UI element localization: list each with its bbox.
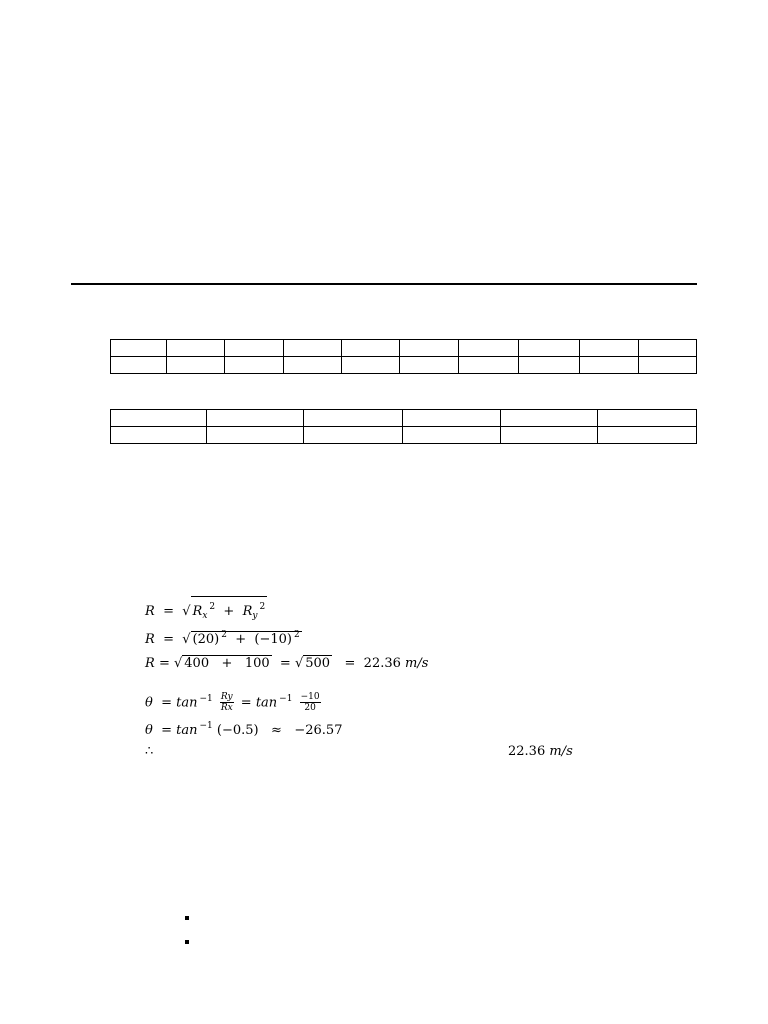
table-row [111, 410, 697, 427]
conclusion-value [508, 745, 573, 758]
exponent: 2 [221, 630, 227, 640]
var-theta: θ [145, 723, 153, 738]
fraction [220, 693, 234, 713]
bullet-point [185, 940, 189, 944]
equals-sign: = [344, 656, 356, 671]
denominator: Rx [220, 703, 233, 713]
table-row [111, 340, 697, 357]
equals-sign: = [161, 723, 172, 738]
term: 100 [244, 656, 270, 671]
var-r: R [192, 604, 203, 619]
magnitude-value: 22.36 [363, 656, 401, 671]
equation-magnitude-result [145, 655, 428, 670]
func-tan: tan [176, 695, 198, 711]
approx-sign: ≈ [271, 723, 282, 738]
argument: (−0.5) [216, 723, 259, 738]
bullet-point [185, 916, 189, 920]
denominator: 20 [304, 703, 316, 713]
sqrt: √ 400 + 100 [173, 656, 270, 671]
table-row [111, 357, 697, 374]
plus-sign: + [221, 656, 233, 671]
data-table-1 [110, 339, 697, 374]
term: 500 [305, 656, 331, 671]
magnitude-value: 22.36 [508, 744, 546, 759]
func-tan: tan [255, 695, 278, 711]
exponent: 2 [259, 602, 266, 612]
sqrt: √ $R_x^2 + R_y^2$ [182, 596, 267, 618]
exponent: −1 [279, 693, 293, 704]
equals-sign: = [279, 656, 291, 671]
var-r: R [145, 604, 155, 619]
plus-sign: + [223, 604, 235, 619]
equation-magnitude-formula [145, 596, 267, 621]
numerator: Ry [220, 692, 233, 702]
unit: m/s [405, 656, 429, 671]
sqrt: √ (20) $^2$ + (−10) $^2$ [182, 630, 300, 647]
plus-sign: + [235, 632, 247, 647]
equation-angle-formula [145, 693, 324, 713]
var-r: R [242, 604, 253, 619]
equals-sign: = [163, 604, 174, 619]
equation-angle-result [145, 721, 343, 738]
subscript-y: y [252, 611, 258, 621]
term-rx: (20) [192, 632, 220, 647]
term: 400 [184, 656, 210, 671]
var-theta: θ [145, 695, 153, 711]
subscript-x: x [202, 611, 208, 621]
angle-value: −26.57 [294, 723, 343, 738]
equals-sign: = [161, 695, 172, 711]
equals-sign: = [240, 695, 252, 711]
exponent: 2 [293, 630, 300, 640]
unit: m/s [549, 744, 573, 759]
exponent: 2 [209, 602, 216, 612]
exponent: −1 [199, 721, 213, 731]
var-r: R [145, 632, 155, 647]
data-table-2 [110, 409, 697, 444]
equals-sign: = [158, 656, 170, 671]
equation-magnitude-substitution [145, 631, 302, 646]
table-row [111, 427, 697, 444]
equals-sign: = [163, 632, 174, 647]
therefore-symbol: ∴ [145, 744, 154, 759]
horizontal-rule [71, 283, 697, 285]
numerator: −10 [300, 692, 320, 702]
sqrt: √ 500 [294, 656, 331, 671]
func-tan: tan [176, 723, 198, 738]
term-ry: (−10) [254, 632, 292, 647]
fraction [300, 693, 321, 713]
exponent: −1 [199, 693, 213, 704]
var-r: R [145, 656, 155, 671]
